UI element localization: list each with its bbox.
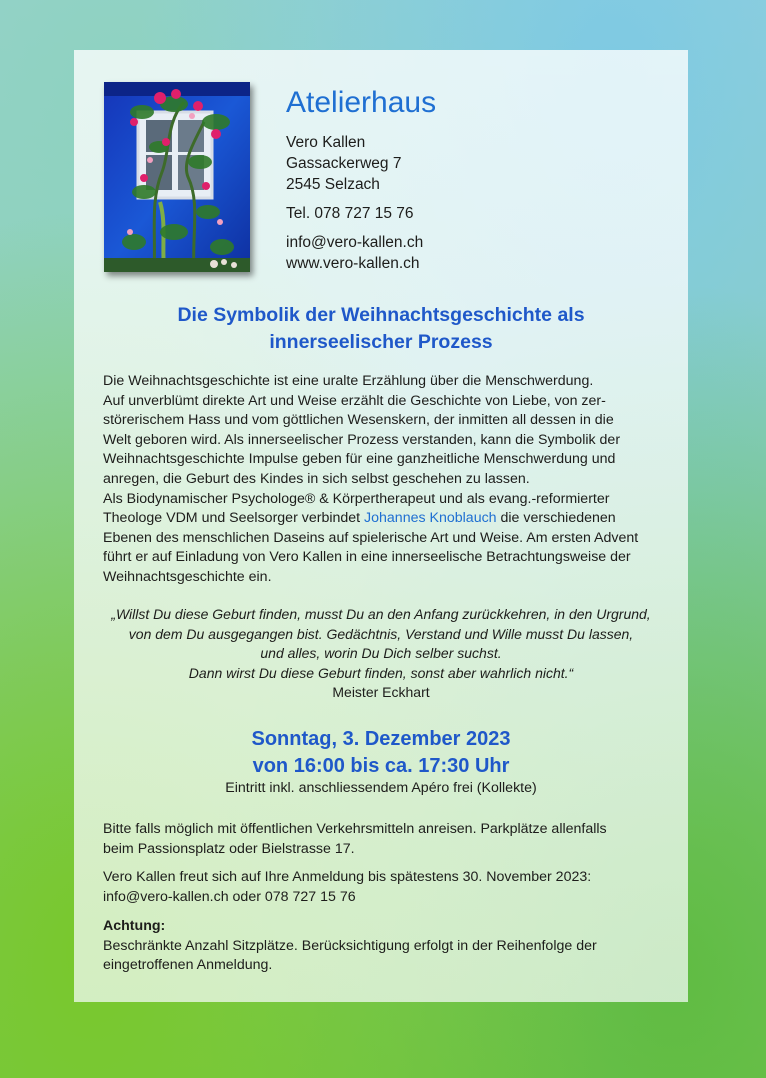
event-date: Sonntag, 3. Dezember 2023 <box>251 728 511 750</box>
attention-line: Beschränkte Anzahl Sitzplätze. Berücksichtigung erfolgt in der Reihenfolge der <box>103 937 597 954</box>
description-line: störerischem Hass und vom göttlichen Wesenskern, der inmitten all dessen in die <box>103 412 614 429</box>
quote-block <box>74 605 688 703</box>
contact-street: Gassackerweg 7 <box>286 155 402 172</box>
text-after-link: die verschiedenen <box>496 510 616 527</box>
flyer-panel <box>74 50 688 1002</box>
description-line: führt er auf Einladung von Vero Kallen in eine innerseelische Betrachtungsweise der <box>103 549 631 566</box>
description-line: Ebenen des menschlichen Daseins auf spielerische Art und Weise. Am ersten Advent <box>103 529 639 546</box>
description-line: Weihnachtsgeschichte ein. <box>103 568 272 585</box>
contact-phone: Tel. 078 727 15 76 <box>286 205 414 222</box>
contact-city: 2545 Selzach <box>286 176 380 193</box>
description-line-with-link <box>103 509 663 529</box>
quote-line: „Willst Du diese Geburt finden, musst Du an den Anfang zurückkehren, in den Urgrund, <box>111 606 651 622</box>
description-line: Welt geboren wird. Als innerseelischer Prozess verstanden, kann die Symbolik der <box>103 431 621 448</box>
event-time: von 16:00 bis ca. 17:30 Uhr <box>252 755 510 777</box>
heading-line-1: Die Symbolik der Weihnachtsgeschichte als <box>177 304 585 326</box>
contact-name: Vero Kallen <box>286 134 366 151</box>
registration-info <box>103 868 663 907</box>
quote-author: Meister Eckhart <box>332 684 430 700</box>
venue-title: Atelierhaus <box>286 86 437 119</box>
description-line: anregen, die Geburt des Kindes in sich selbst geschehen zu lassen. <box>103 470 530 487</box>
event-date-time <box>74 726 688 780</box>
attention-label: Achtung: <box>103 918 166 934</box>
description-line: Die Weihnachtsgeschichte ist eine uralte Erzählung über die Menschwerdung. <box>103 373 594 389</box>
travel-line: Bitte falls möglich mit öffentlichen Verkehrsmitteln anreisen. Parkplätze allenfalls <box>103 821 607 837</box>
registration-line: Vero Kallen freut sich auf Ihre Anmeldung bis spätestens 30. November 2023: <box>103 869 592 885</box>
heading-line-2: innerseelischer Prozess <box>269 331 493 353</box>
text-before-link: Theologe VDM und Seelsorger verbindet <box>103 510 365 527</box>
event-entry-note: Eintritt inkl. anschliessendem Apéro frei (Kollekte) <box>225 780 537 796</box>
description-text <box>103 372 663 588</box>
quote-line: Dann wirst Du diese Geburt finden, sonst aber wahrlich nicht.“ <box>188 664 574 681</box>
description-line: Als Biodynamischer Psychologe® & Körpertherapeut und als evang.-reformierter <box>103 490 610 507</box>
attention-info <box>103 917 663 976</box>
description-line: Auf unverblümt direkte Art und Weise erzählt die Geschichte von Liebe, von zer- <box>103 392 606 409</box>
description-line: Weihnachtsgeschichte Impulse geben für eine ganzheitliche Menschwerdung und <box>103 451 616 468</box>
attention-line: eingetroffenen Anmeldung. <box>103 957 273 973</box>
travel-info <box>103 820 663 859</box>
speaker-name-link[interactable]: Johannes Knoblauch <box>364 510 497 527</box>
atelier-photo <box>104 82 250 272</box>
contact-email[interactable]: info@vero-kallen.ch <box>286 234 424 251</box>
quote-line: von dem Du ausgegangen bist. Gedächtnis, Verstand und Wille musst Du lassen, <box>128 625 634 642</box>
contact-website[interactable]: www.vero-kallen.ch <box>286 255 420 272</box>
house-with-roses-image <box>104 82 250 272</box>
registration-contact[interactable]: info@vero-kallen.ch oder 078 727 15 76 <box>103 888 356 905</box>
event-heading <box>74 302 688 356</box>
contact-header <box>286 86 436 274</box>
travel-line: beim Passionsplatz oder Bielstrasse 17. <box>103 840 355 857</box>
quote-line: und alles, worin Du Dich selber suchst. <box>260 645 502 661</box>
